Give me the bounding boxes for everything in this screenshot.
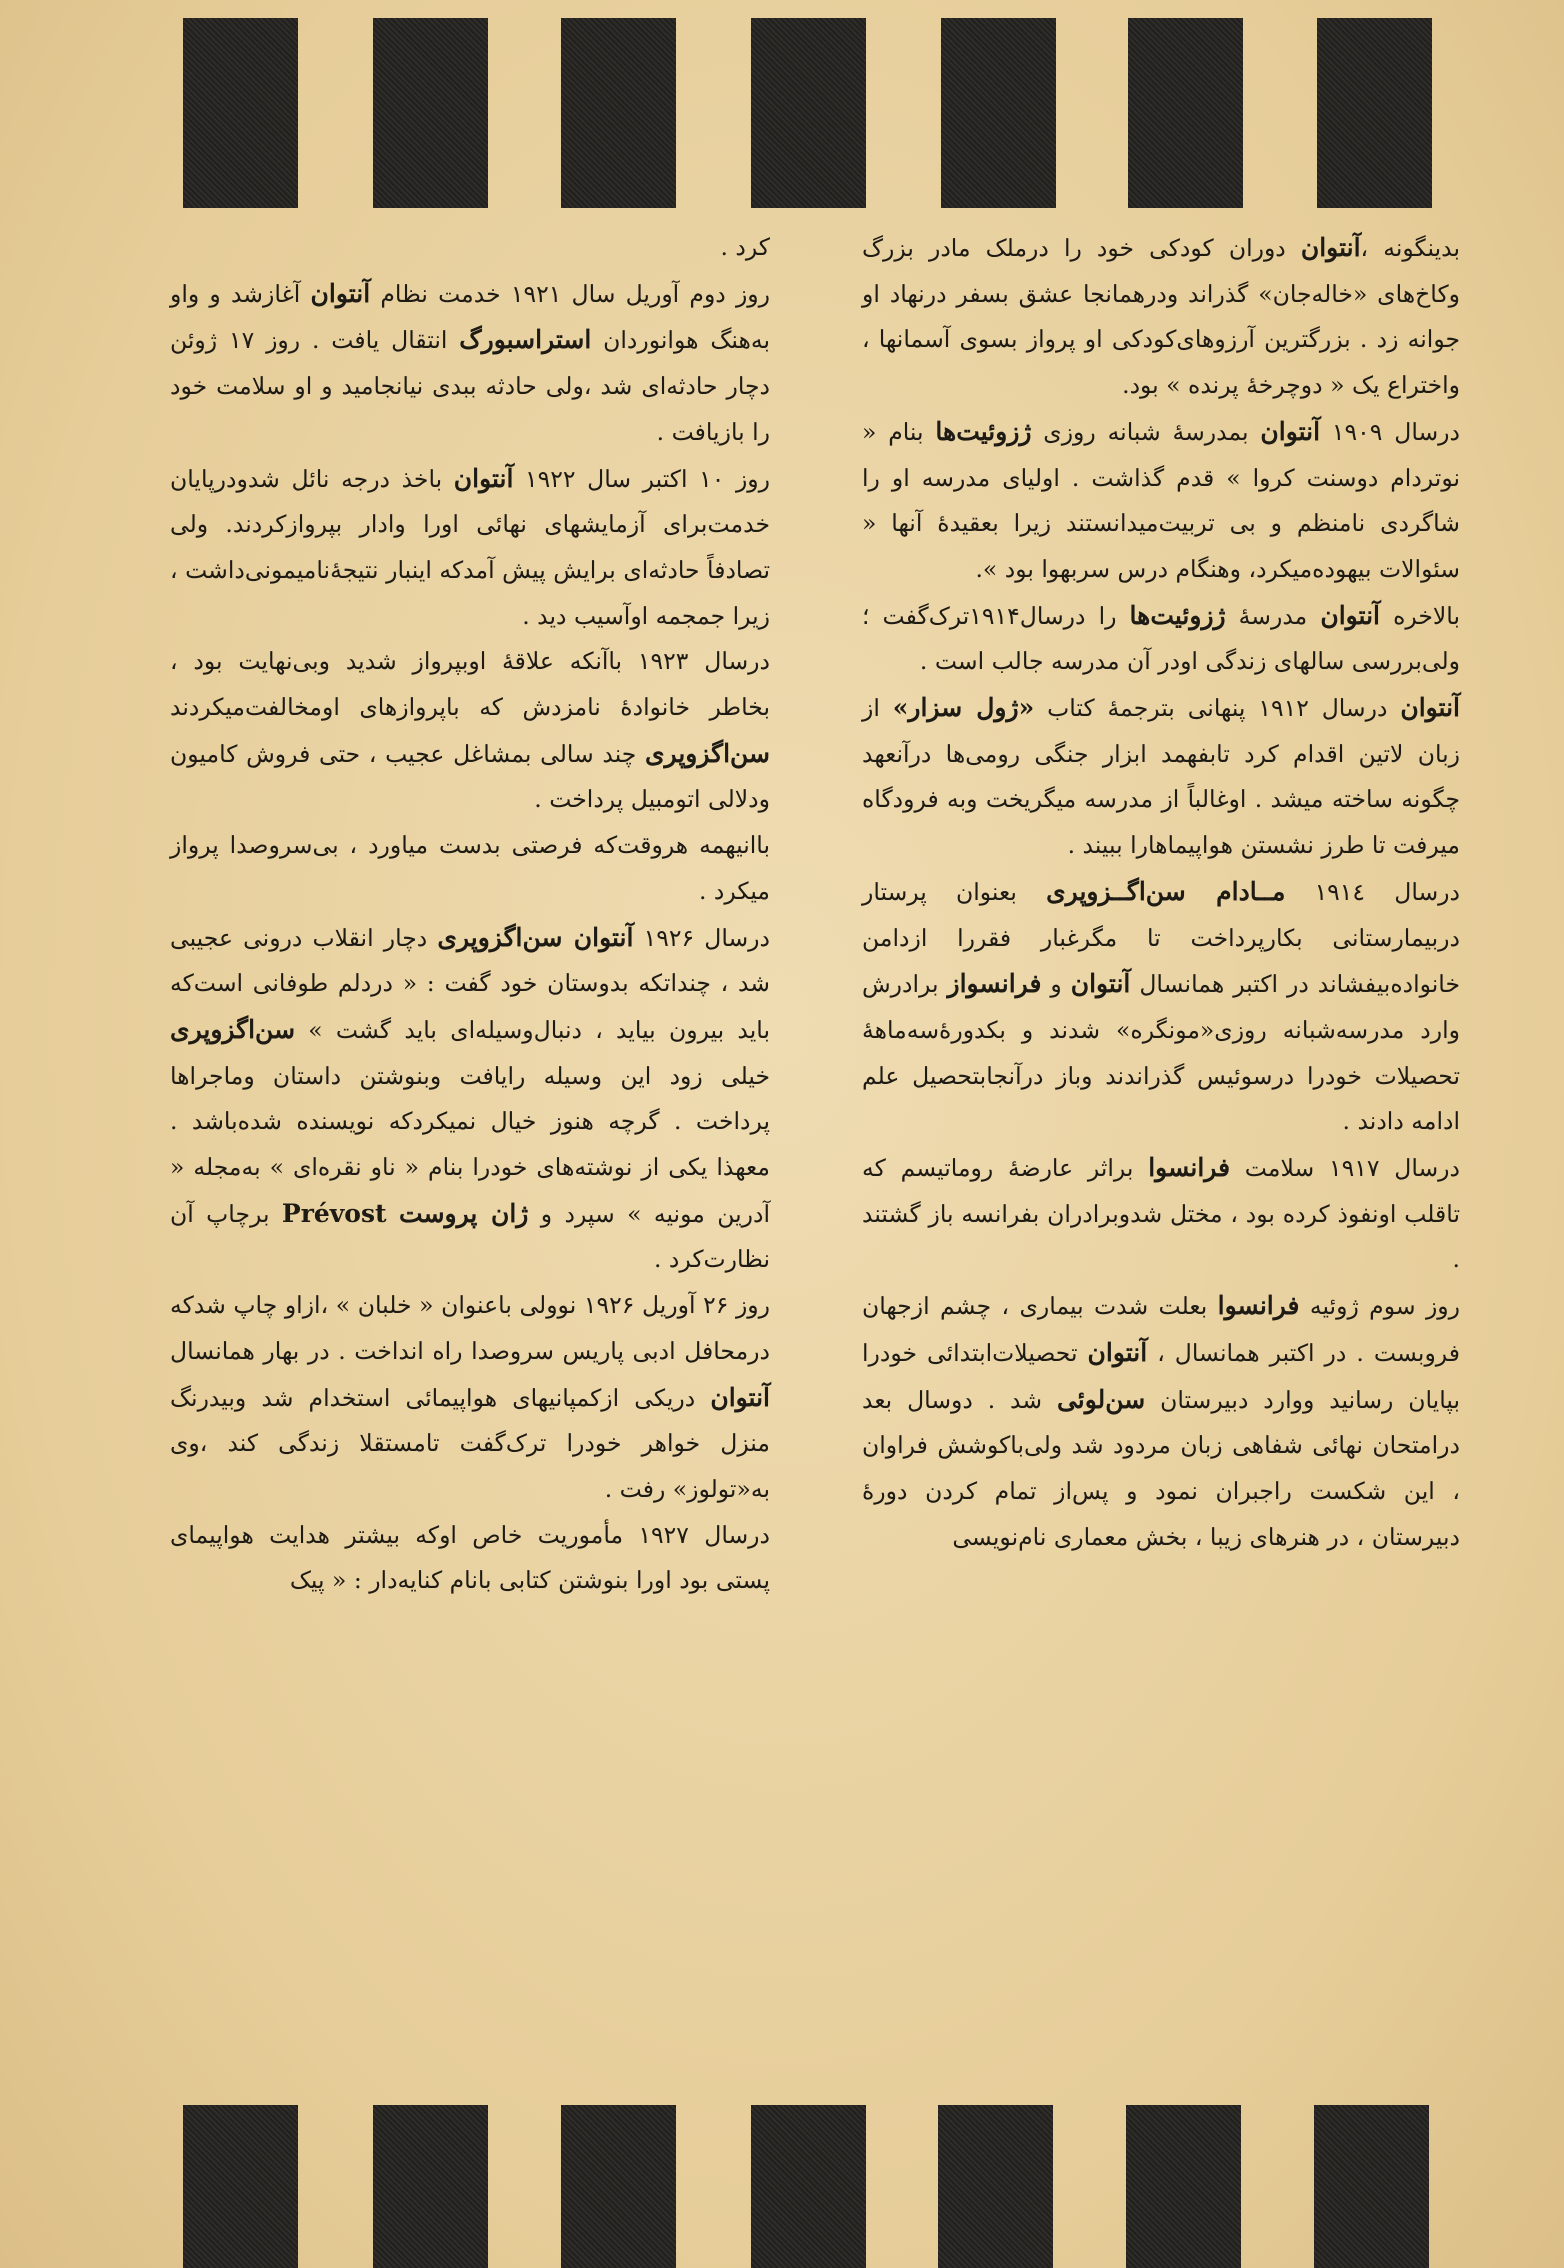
text-run: بنام « نوتردام دوسنت کروا » قدم گذاشت . اولیای مدرسه او را شاگردی نامنظم و بی تربیت‌میدانستند زیرا بعقیدهٔ آنها « سئوالات بیهوده‌میکرد، وهنگام درس سربهوا بود ». — [862, 417, 1460, 583]
text-run: روز سوم ژوئیه — [1299, 1292, 1460, 1321]
film-frame-bar — [941, 18, 1056, 208]
emphasized-name: سن‌اگزوپری — [170, 1014, 296, 1044]
film-frame-bar — [751, 18, 866, 208]
text-run: درسال ۱۹۲۳ باآنکه علاقهٔ اوبپرواز شدید وبی‌نهایت بود ، بخاطر خانوادهٔ نامزدش که باپروازهای اومخالفت‌میکردند — [170, 647, 770, 722]
paragraph — [170, 1283, 770, 1513]
text-run: را درسال۱۹۱۴ترک‌گفت ؛ ولی‌بررسی سالهای زندگی اودر آن مدرسه جالب است . — [862, 601, 1460, 676]
text-run: درسال ۱۹۲۶ — [633, 923, 770, 952]
text-run: بعنوان پرستار دربیمارستانی بکارپرداخت تا مگرغبار فقررا ازدامن خانواده‌بیفشاند در اکتبر همانسال — [862, 877, 1460, 999]
paragraph — [170, 225, 770, 271]
emphasized-name: Prévost — [281, 1198, 387, 1228]
emphasized-name: فرانسوا — [1148, 1153, 1231, 1183]
text-run: درسال ۱۹۱٤ — [1285, 877, 1460, 906]
text-run: بدینگونه ، — [1360, 234, 1460, 262]
emphasized-name: آنتوان — [1070, 969, 1131, 999]
paragraph — [862, 1145, 1460, 1283]
top-film-strip — [0, 0, 1564, 215]
text-run: روز دوم آوریل سال ۱۹۲۱ خدمت نظام — [370, 279, 770, 308]
emphasized-name: ژان پروست — [399, 1198, 529, 1228]
film-frame-bar — [1314, 2105, 1429, 2268]
film-frame-bar — [938, 2105, 1053, 2268]
emphasized-name: آنتوان — [1260, 416, 1321, 446]
text-run: بمدرسهٔ شبانه روزی — [1031, 417, 1261, 446]
emphasized-name: آنتوان — [710, 1382, 770, 1412]
emphasized-name: آنتوان — [1320, 600, 1380, 630]
text-run — [387, 1200, 399, 1228]
emphasized-name: فرانسواز — [947, 969, 1042, 999]
text-run: باانیهمه هروقت‌که فرصتی بدست میاورد ، بی‌سروصدا پرواز میکرد . — [170, 831, 770, 905]
text-run: آغازشد و واو به‌هنگ هوانوردان — [170, 279, 770, 355]
paragraph — [170, 456, 770, 640]
text-run: و — [1041, 970, 1071, 999]
paragraph — [862, 409, 1460, 593]
film-frame-bar — [183, 18, 298, 208]
text-run: دریکی ازکمپانیهای هواپیمائی استخدام شد وبیدرنگ منزل خواهر خودرا ترک‌گفت تامستقلا زندگی کند ،وی به«تولوز» رفت . — [170, 1383, 770, 1503]
text-run: برچاپ آن نظارت‌کرد . — [170, 1199, 770, 1274]
paragraph — [170, 915, 770, 1284]
emphasized-name: ژزوئیت‌ها — [1129, 600, 1226, 630]
emphasized-name: سن‌لوئی — [1056, 1384, 1146, 1414]
film-frame-bar — [561, 2105, 676, 2268]
film-frame-bar — [751, 2105, 866, 2268]
paragraph — [170, 639, 770, 823]
paragraph — [170, 271, 770, 456]
film-frame-bar — [373, 18, 488, 208]
text-run: روز ۲۶ آوریل ۱۹۲۶ نوولی باعنوان « خلبان » ،ازاو چاپ شدکه درمحافل ادبی پاریس سروصدا راه انداخت . در بهار همانسال — [170, 1291, 771, 1365]
film-frame-bar — [1128, 18, 1243, 208]
text-run: برادرش وارد مدرسه‌شبانه روزی«مونگره» شدند و بکدورهٔ‌سه‌ماههٔ تحصیلات خودرا درسوئیس گذراندند وباز درآنجابتحصیل علم ادامه دادند . — [862, 970, 1460, 1136]
text-run: درسال ۱۹۲۷ مأموریت خاص اوکه بیشتر هدایت هواپیمای پستی بود اورا بنوشتن کتابی بانام کنایه‌دار : « پیک — [170, 1520, 770, 1595]
text-run: درسال ۱۹۱۲ پنهانی بترجمهٔ کتاب — [1034, 694, 1401, 723]
text-run: درسال ۱۹۱۷ سلامت — [1230, 1154, 1460, 1183]
text-run: انتقال یافت . روز ۱۷ ژوئن دچار حادثه‌ای شد ،ولی حادثه ببدی نیانجامید و او سلامت خود را بازیافت . — [170, 326, 770, 446]
text-run: شد . دوسال بعد درامتحان نهائی شفاهی زبان مردود شد ولی‌باکوشش فراوان ، این شکست راجبران نمود و پس‌از تمام کردن دورهٔ دبیرستان ، در هنرهای زیبا ، بخش معماری نام‌نویسی — [862, 1385, 1460, 1551]
text-run: روز ۱۰ اکتبر سال ۱۹۲۲ — [513, 464, 770, 493]
emphasized-name: آنتوان — [310, 278, 371, 308]
emphasized-name: مــادام سن‌اگــزوپری — [1046, 876, 1286, 906]
emphasized-name: آنتوان — [453, 463, 514, 493]
paragraph — [170, 1513, 770, 1604]
text-run: بعلت شدت بیماری ، چشم ازجهان فروبست . در اکتبر همانسال ، — [862, 1292, 1460, 1367]
bottom-film-strip — [0, 2100, 1564, 2268]
film-frame-bar — [183, 2105, 298, 2268]
paragraph — [170, 823, 770, 914]
emphasized-name: ژزوئیت‌ها — [935, 416, 1032, 446]
emphasized-name: آنتوان سن‌اگزوپری — [437, 922, 634, 952]
right-text-column — [862, 225, 1460, 1560]
text-run: تحصیلات‌ابتدائی خودرا بپایان رسانید ووارد دبیرستان — [862, 1338, 1460, 1414]
text-run: باخذ درجه نائل شدودرپایان خدمت‌برای آزمایشهای نهائی اورا وادار بپروازکردند. ولی تصادفاً حادثه‌ای برایش پیش آمدکه اینبار نتیجهٔ‌ناميمونی‌داشت ، زیرا جمجمه اوآسیب دید . — [170, 464, 770, 630]
emphasized-name: آنتوان — [1300, 233, 1361, 262]
emphasized-name: «ژول سزار» — [892, 693, 1035, 723]
film-frame-bar — [1317, 18, 1432, 208]
text-run: خیلی زود این وسیله رایافت وبنوشتن داستان وماجراها پرداخت . گرچه هنوز خیال نمیکردکه نویسنده شده‌باشد . معهذا یکی از نوشته‌های خودرا بنام « ناو نقره‌ای » به‌مجله « آدرین مونیه » سپرد و — [170, 1061, 770, 1228]
text-run: براثر عارضهٔ روماتیسم که تاقلب اونفوذ کرده بود ، مختل شدوبرادران بفرانسه باز گشتند . — [862, 1154, 1460, 1274]
left-text-column — [170, 225, 770, 1604]
film-frame-bar — [561, 18, 676, 208]
paragraph — [862, 685, 1460, 869]
paragraph — [862, 1283, 1460, 1560]
film-frame-bar — [1126, 2105, 1241, 2268]
text-run: از زبان لاتین اقدام کرد تابفهمد ابزار جنگی رومی‌ها درآنعهد چگونه ساخته میشد . اوغالباً از مدرسه میگریخت وبه فرودگاه میرفت تا طرز نشستن هواپیماهارا ببیند . — [862, 694, 1460, 860]
paragraph — [862, 225, 1460, 409]
text-run: کرد . — [720, 233, 770, 261]
emphasized-name: سن‌اگزوپری — [644, 738, 770, 768]
film-frame-bar — [373, 2105, 488, 2268]
paragraph — [862, 869, 1460, 1145]
emphasized-name: آنتوان — [1400, 693, 1460, 723]
text-run: بالاخره — [1380, 601, 1460, 630]
emphasized-name: فرانسوا — [1217, 1291, 1300, 1321]
text-run: مدرسهٔ — [1225, 601, 1321, 630]
text-run: دوران کودکی خود را درملک مادر بزرگ وکاخ‌های «خاله‌جان» گذراند ودرهمانجا عشق بسفر درنهاد او جوانه زد . بزرگترین آرزوهای‌کودکی او پرواز بسوی آسمانها ، واختراع یک « دوچرخهٔ پرنده » بود. — [862, 234, 1460, 400]
emphasized-name: آنتوان — [1087, 1337, 1148, 1367]
text-run: درسال ۱۹۰۹ — [1320, 417, 1460, 446]
text-run: دچار انقلاب درونی عجیبی شد ، چنداتکه بدوستان خود گفت : « دردلم طوفانی است‌که باید بیرون بیاید ، دنبال‌وسیله‌ای باید گشت » — [170, 923, 770, 1044]
paragraph — [862, 593, 1460, 685]
text-run: چند سالی بمشاغل عجیب ، حتی فروش کامیون ودلالی اتومبیل پرداخت . — [170, 739, 770, 814]
emphasized-name: استراسبورگ — [459, 325, 592, 355]
